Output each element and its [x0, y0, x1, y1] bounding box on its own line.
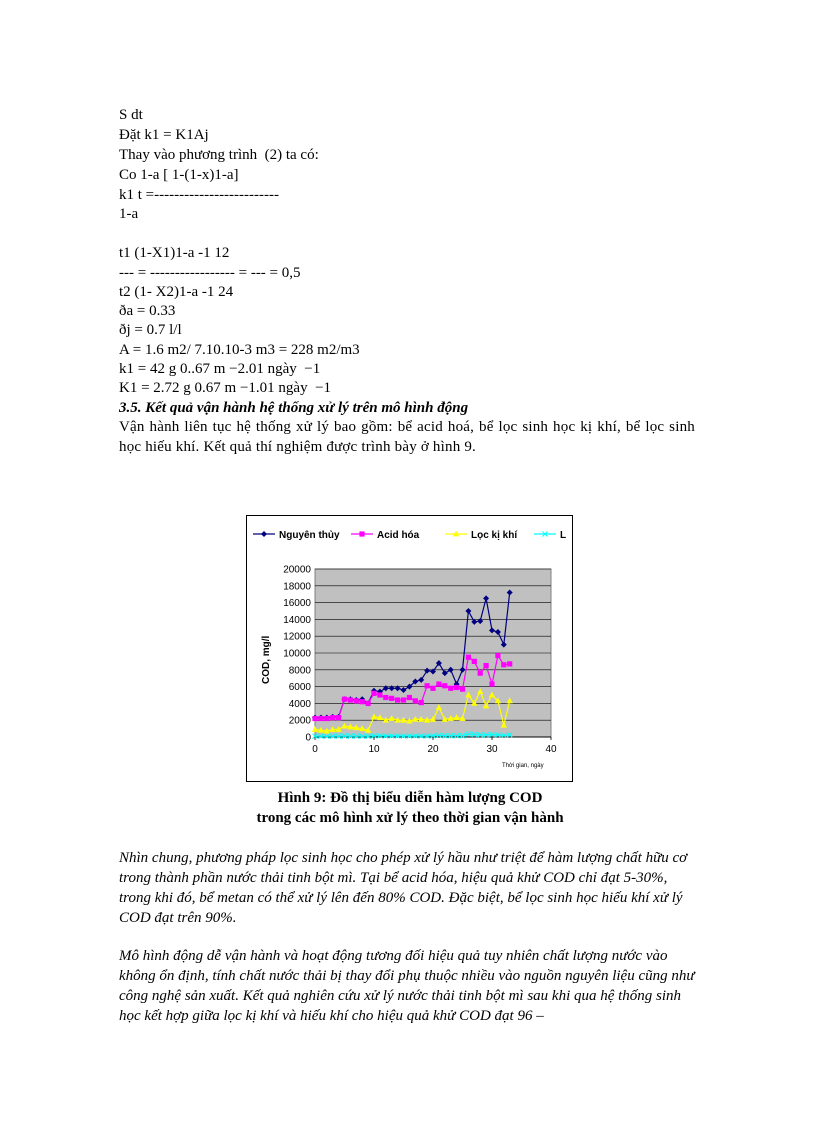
x-tick-label: 20: [427, 744, 439, 755]
equation-line: S dt: [119, 107, 143, 123]
data-point: [383, 695, 388, 700]
data-point: [460, 687, 465, 692]
y-tick-label: 18000: [283, 581, 311, 593]
data-point: [472, 659, 477, 664]
equation-line: K1 = 2.72 g 0.67 m −1.01 ngày −1: [119, 380, 332, 396]
y-axis-label: COD, mg/l: [261, 635, 272, 684]
data-point: [466, 655, 471, 660]
data-point: [489, 681, 494, 686]
equation-line: ðj = 0.7 l/l: [119, 322, 182, 338]
data-point: [389, 696, 394, 701]
data-point: [342, 697, 347, 702]
y-tick-label: 14000: [283, 614, 311, 626]
x-tick-label: 0: [312, 744, 318, 755]
data-point: [442, 683, 447, 688]
data-point: [324, 716, 329, 721]
data-point: [336, 715, 341, 720]
legend-label: Lọc kị khí: [471, 530, 518, 541]
legend-label: L: [560, 530, 567, 541]
data-point: [478, 671, 483, 676]
data-point: [261, 531, 267, 537]
equation-line: t2 (1- X2)1-a -1 24: [119, 284, 234, 300]
equation-line: --- = ----------------- = --- = 0,5: [119, 265, 301, 281]
data-point: [495, 653, 500, 658]
data-point: [354, 698, 359, 703]
y-tick-label: 2000: [288, 715, 311, 727]
data-point: [430, 686, 435, 691]
y-tick-label: 16000: [283, 598, 311, 610]
data-point: [312, 716, 317, 721]
equation-line: Co 1-a [ 1-(1-x)1-a]: [119, 167, 239, 183]
data-point: [501, 662, 506, 667]
equation-line: k1 t =-------------------------: [119, 187, 280, 203]
x-tick-label: 40: [545, 744, 557, 755]
y-tick-label: 4000: [288, 698, 311, 710]
data-point: [454, 685, 459, 690]
legend-label: Nguyên thủy: [279, 530, 340, 541]
data-point: [407, 695, 412, 700]
italic-paragraph-2: Mô hình động dễ vận hành và hoạt động tương đối hiệu quả tuy nhiên chất lượng nước vào không ổn định, tính chất nước thải bị thay đổi phụ thuộc nhiều vào nguồn nguyên liệu cũng như công nghệ sản xuất. Kết quả nghiên cứu xử lý nước thải tinh bột mì sau khi qua hệ thống sinh học kết hợp giữa lọc kị khí và hiếu khí cho hiệu quả khử COD đạt 96 –: [119, 948, 695, 1024]
equation-line: ða = 0.33: [119, 303, 176, 319]
data-point: [484, 663, 489, 668]
data-point: [395, 697, 400, 702]
data-point: [330, 715, 335, 720]
data-point: [436, 681, 441, 686]
x-tick-label: 10: [368, 744, 380, 755]
equation-line: Đặt k1 = K1Aj: [119, 127, 209, 143]
data-point: [419, 700, 424, 705]
data-point: [348, 697, 353, 702]
section-heading: 3.5. Kết quả vận hành hệ thống xử lý trên mô hình động: [119, 400, 469, 416]
y-tick-label: 0: [305, 732, 311, 744]
equation-line: 1-a: [119, 206, 139, 222]
data-point: [359, 531, 364, 536]
data-point: [507, 661, 512, 666]
x-tick-label: 30: [486, 744, 498, 755]
section-paragraph: Vận hành liên tục hệ thống xử lý bao gồm: bể acid hoá, bể lọc sinh học kị khí, bể lọc sinh học hiếu khí. Kết quả thí nghiệm được trình bày ở hình 9.: [119, 419, 695, 455]
italic-paragraph-1: Nhìn chung, phương pháp lọc sinh học cho phép xử lý hầu như triệt để hàm lượng chất hữu cơ trong thành phần nước thải tinh bột mì. Tại bể acid hóa, hiệu quả khử COD chỉ đạt 5-30%, trong khi đó, bể metan có thể xử lý lên đến 80% COD. Đặc biệt, bể lọc sinh học hiếu khí xử lý COD đạt trên 90%.: [119, 850, 688, 926]
y-tick-label: 12000: [283, 631, 311, 643]
figure-caption-line-2: trong các mô hình xử lý theo thời gian vận hành: [256, 810, 564, 826]
data-point: [377, 692, 382, 697]
cod-chart: [247, 516, 572, 781]
y-tick-label: 8000: [288, 665, 311, 677]
cod-chart-frame: [246, 515, 573, 782]
data-point: [425, 683, 430, 688]
data-point: [366, 701, 371, 706]
data-point: [318, 716, 323, 721]
y-tick-label: 6000: [288, 682, 311, 694]
y-tick-label: 20000: [283, 564, 311, 576]
equation-line: t1 (1-X1)1-a -1 12: [119, 245, 230, 261]
equation-line: Thay vào phương trình (2) ta có:: [119, 147, 319, 163]
y-tick-label: 10000: [283, 648, 311, 660]
legend-label: Acid hóa: [377, 530, 420, 541]
equation-line: k1 = 42 g 0..67 m −2.01 ngày −1: [119, 361, 321, 377]
data-point: [371, 691, 376, 696]
data-point: [360, 699, 365, 704]
data-point: [448, 686, 453, 691]
equation-line: A = 1.6 m2/ 7.10.10-3 m3 = 228 m2/m3: [119, 342, 360, 358]
data-point: [413, 698, 418, 703]
figure-caption-line-1: Hình 9: Đồ thị biểu diễn hàm lượng COD: [277, 790, 543, 806]
x-axis-label: Thời gian, ngày: [502, 763, 544, 769]
data-point: [401, 697, 406, 702]
chart-legend: [253, 530, 566, 541]
